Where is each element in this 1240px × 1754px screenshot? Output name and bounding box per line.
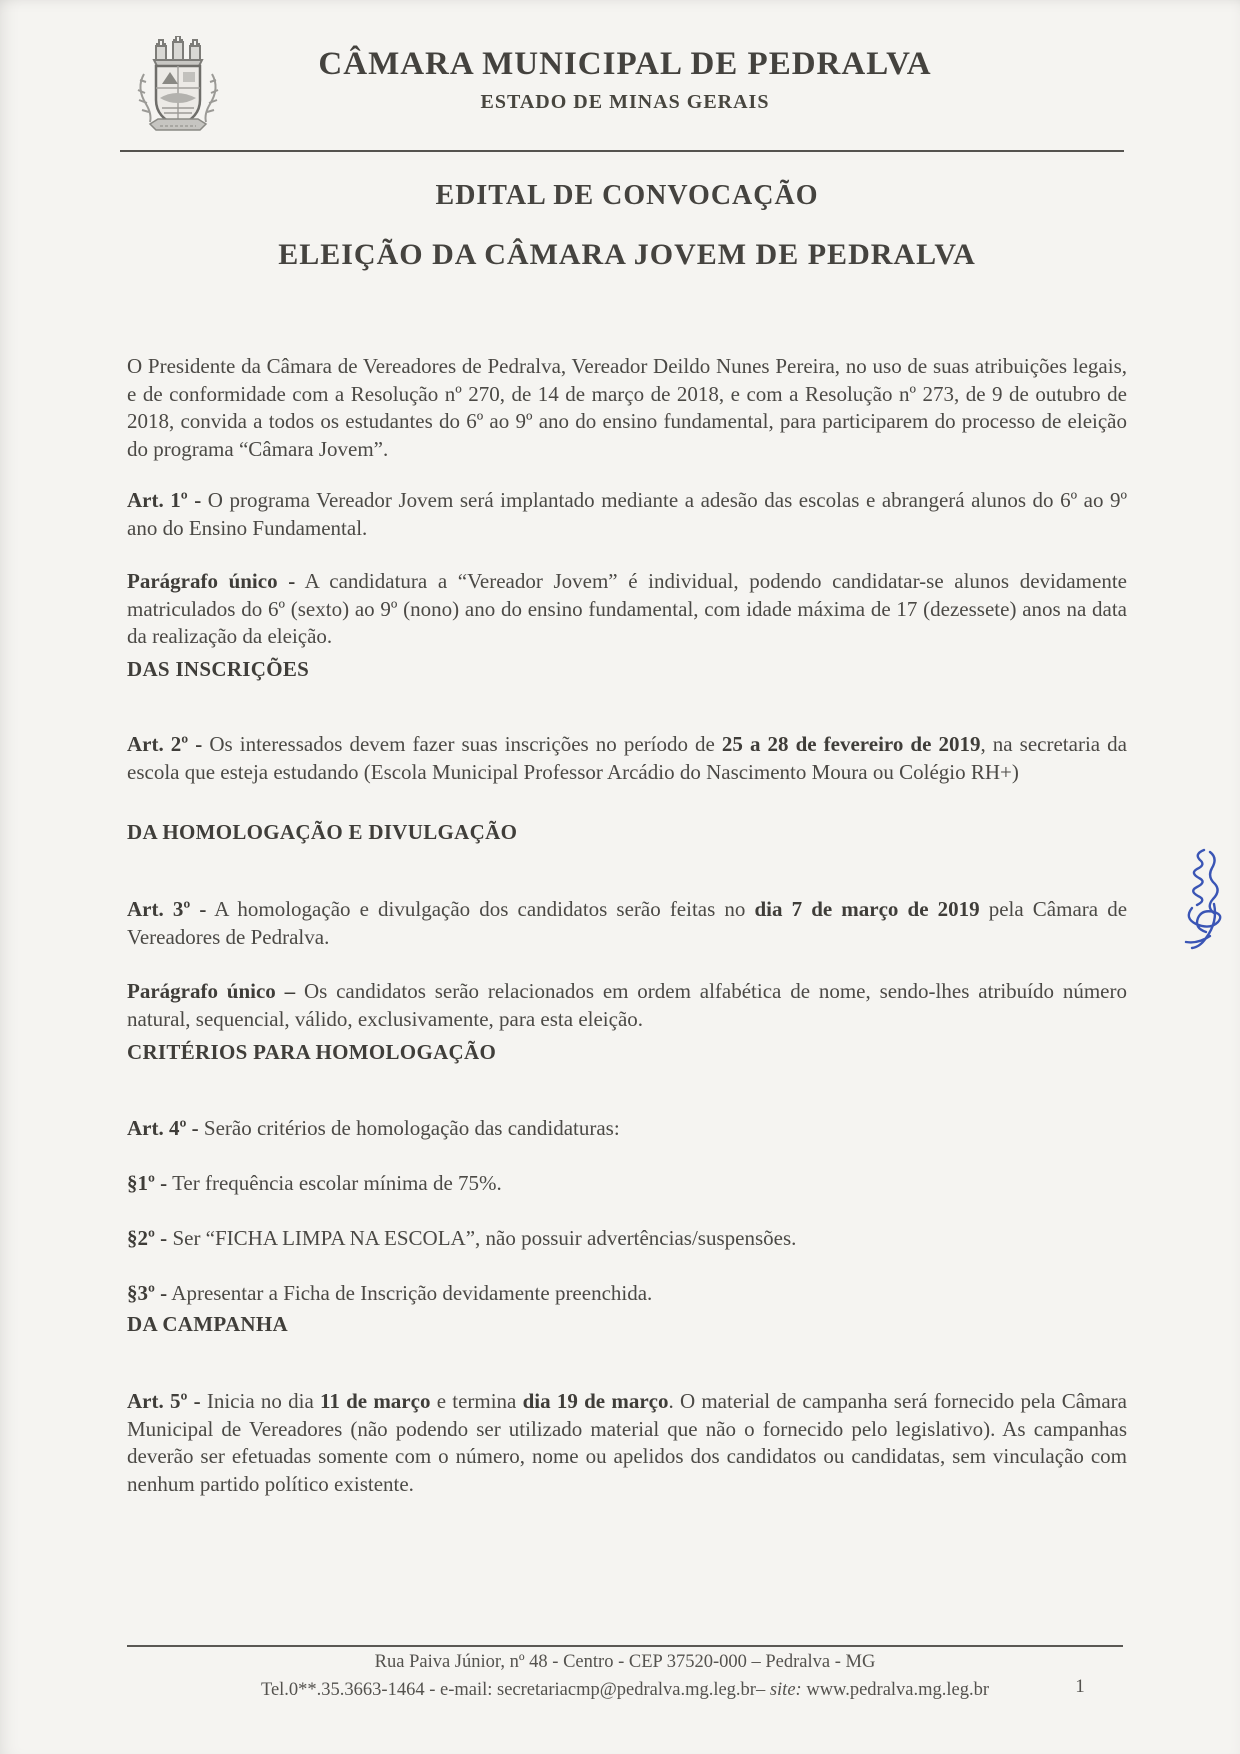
org-name: CÂMARA MUNICIPAL DE PEDRALVA xyxy=(318,46,932,82)
paragrafo-unico-1 xyxy=(127,568,1127,651)
footer-site-label: site: xyxy=(769,1680,802,1700)
paragrafo-unico-2-text: Os candidatos serão relacionados em ordem alfabética de nome, sendo-lhes atribuído número natural, sequencial, válido, exclusivamente, para esta eleição. xyxy=(127,979,1127,1031)
article-3-date: dia 7 de março de 2019 xyxy=(754,897,980,921)
page-number: 1 xyxy=(1075,1676,1085,1697)
paragraph-1-text: Ter frequência escolar mínima de 75%. xyxy=(172,1171,502,1195)
paragrafo-unico-2 xyxy=(127,978,1127,1033)
paragraph-2 xyxy=(127,1225,1127,1253)
paragrafo-unico-2-label: Parágrafo único – xyxy=(127,979,296,1003)
article-4 xyxy=(127,1115,1127,1143)
paragraph-1 xyxy=(127,1170,1127,1198)
article-5 xyxy=(127,1388,1127,1498)
eleicao-title: ELEIÇÃO DA CÂMARA JOVEM DE PEDRALVA xyxy=(278,238,976,271)
signature-rubric-icon xyxy=(1180,846,1226,954)
article-3-label: Art. 3º - xyxy=(127,897,207,921)
article-4-text: Serão critérios de homologação das candidaturas: xyxy=(203,1116,620,1140)
letterhead xyxy=(160,46,1090,114)
paragraph-2-label: §2º - xyxy=(127,1226,168,1250)
article-2-label: Art. 2º - xyxy=(127,732,203,756)
signature-rubric xyxy=(1180,846,1226,954)
article-1 xyxy=(127,487,1127,542)
intro-text: O Presidente da Câmara de Vereadores de Pedralva, Vereador Deildo Nunes Pereira, no uso de suas atribuições legais, e de conformidade com a Resolução nº 270, de 14 de março de 2018, e com a Resolução nº 273, de 9 de outubro de 2018, convida a todos os estudantes do 6º ao 9º ano do ensino fundamental, para participarem do processo de eleição do programa “Câmara Jovem”. xyxy=(127,354,1127,461)
paragraph-3-text: Apresentar a Ficha de Inscrição devidamente preenchida. xyxy=(171,1281,653,1305)
section-criterios: CRITÉRIOS PARA HOMOLOGAÇÃO xyxy=(127,1040,497,1064)
article-5-pre: Inicia no dia xyxy=(206,1389,314,1413)
article-2 xyxy=(127,731,1127,786)
section-campanha: DA CAMPANHA xyxy=(127,1312,288,1336)
paragraph-3-label: §3º - xyxy=(127,1281,168,1305)
article-1-label: Art. 1º - xyxy=(127,488,202,512)
paragraph-3 xyxy=(127,1280,1127,1308)
footer-address: Rua Paiva Júnior, nº 48 - Centro - CEP 37520-000 – Pedralva - MG xyxy=(374,1652,876,1672)
article-3-pre: A homologação e divulgação dos candidatos serão feitas no xyxy=(214,897,746,921)
article-5-mid: e termina xyxy=(436,1389,517,1413)
paragrafo-unico-1-text: A candidatura a “Vereador Jovem” é individual, podendo candidatar-se alunos devidamente matriculados do 6º (sexto) ao 9º (nono) ano do ensino fundamental, com idade máxima de 17 (dezessete) anos na data da realização da eleição. xyxy=(127,569,1127,648)
org-subtitle: ESTADO DE MINAS GERAIS xyxy=(480,91,770,113)
article-2-pre: Os interessados devem fazer suas inscrições no período de xyxy=(209,732,715,756)
article-2-dates: 25 a 28 de fevereiro de 2019 xyxy=(721,732,981,756)
intro-paragraph xyxy=(127,353,1127,463)
edital-title: EDITAL DE CONVOCAÇÃO xyxy=(435,180,819,211)
paragrafo-unico-1-label: Parágrafo único - xyxy=(127,569,296,593)
section-das-inscricoes: DAS INSCRIÇÕES xyxy=(127,657,310,681)
article-2-post: , na secretaria da escola que esteja estudando (Escola Municipal Professor Arcádio do Nascimento Moura ou Colégio RH+) xyxy=(127,732,1127,784)
footer-rule xyxy=(127,1645,1123,1647)
section-homologacao: DA HOMOLOGAÇÃO E DIVULGAÇÃO xyxy=(127,820,518,844)
article-3 xyxy=(127,896,1127,951)
article-4-label: Art. 4º - xyxy=(127,1116,199,1140)
article-5-label: Art. 5º - xyxy=(127,1389,201,1413)
header-rule xyxy=(120,150,1124,152)
footer-contact-text: Tel.0**.35.3663-1464 - e-mail: secretariacmp@pedralva.mg.leg.br– xyxy=(260,1680,766,1700)
paragraph-1-label: §1º - xyxy=(127,1171,168,1195)
article-5-post: . O material de campanha será fornecido pela Câmara Municipal de Vereadores (não podendo ser utilizado material que não o fornecido pelo legislativo). As campanhas deverão ser efetuadas somente com o número, nome ou apelidos dos candidatos ou candidatas, sem vinculação com nenhum partido político existente. xyxy=(127,1389,1127,1496)
footer-contact xyxy=(127,1680,1123,1701)
article-3-post: pela Câmara de Vereadores de Pedralva. xyxy=(127,897,1128,949)
paragraph-2-text: Ser “FICHA LIMPA NA ESCOLA”, não possuir advertências/suspensões. xyxy=(172,1226,797,1250)
article-5-end-date: dia 19 de março xyxy=(522,1389,669,1413)
article-5-start-date: 11 de março xyxy=(320,1389,431,1413)
footer-site-url: www.pedralva.mg.leg.br xyxy=(806,1680,990,1700)
article-1-text: O programa Vereador Jovem será implantado mediante a adesão das escolas e abrangerá alunos do 6º ao 9º ano do Ensino Fundamental. xyxy=(127,488,1128,540)
